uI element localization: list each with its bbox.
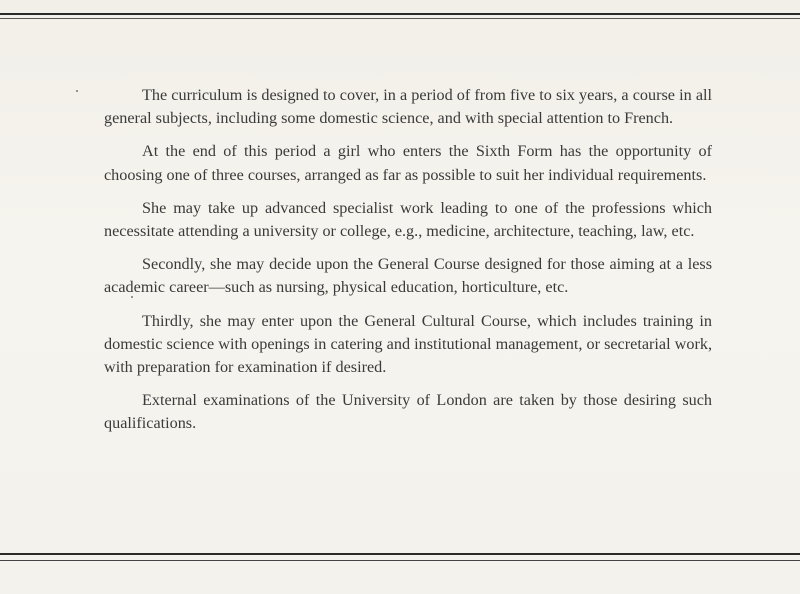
bottom-rule-divider [0, 553, 800, 561]
paragraph-cultural-course: Thirdly, she may enter upon the General Cultural Course, which includes training in domestic science with openings in catering and institutional management, or secretarial work, with preparation for examination if desired. [104, 311, 712, 377]
paragraph-external-examinations: External examinations of the University of London are taken by those desiring such qualifications. [104, 391, 712, 433]
paragraph-general-course: Secondly, she may decide upon the General Course designed for those aiming at a less academic career—such as nursing, physical education, horticulture, etc. [104, 255, 712, 297]
paragraph-specialist-work: She may take up advanced specialist work leading to one of the professions which necessitate attending a university or college, e.g., medicine, architecture, teaching, law, etc. [104, 198, 712, 241]
paragraph-sixth-form: At the end of this period a girl who enters the Sixth Form has the opportunity of choosing one of three courses, arranged as far as possible to suit her individual requirements. [104, 142, 712, 184]
top-rule-divider [0, 13, 800, 19]
paragraph-curriculum: The curriculum is designed to cover, in a period of from five to six years, a course in all general subjects, including some domestic science, and with special attention to French. [104, 86, 712, 128]
document-body [104, 84, 712, 446]
paper-speck [76, 90, 78, 92]
